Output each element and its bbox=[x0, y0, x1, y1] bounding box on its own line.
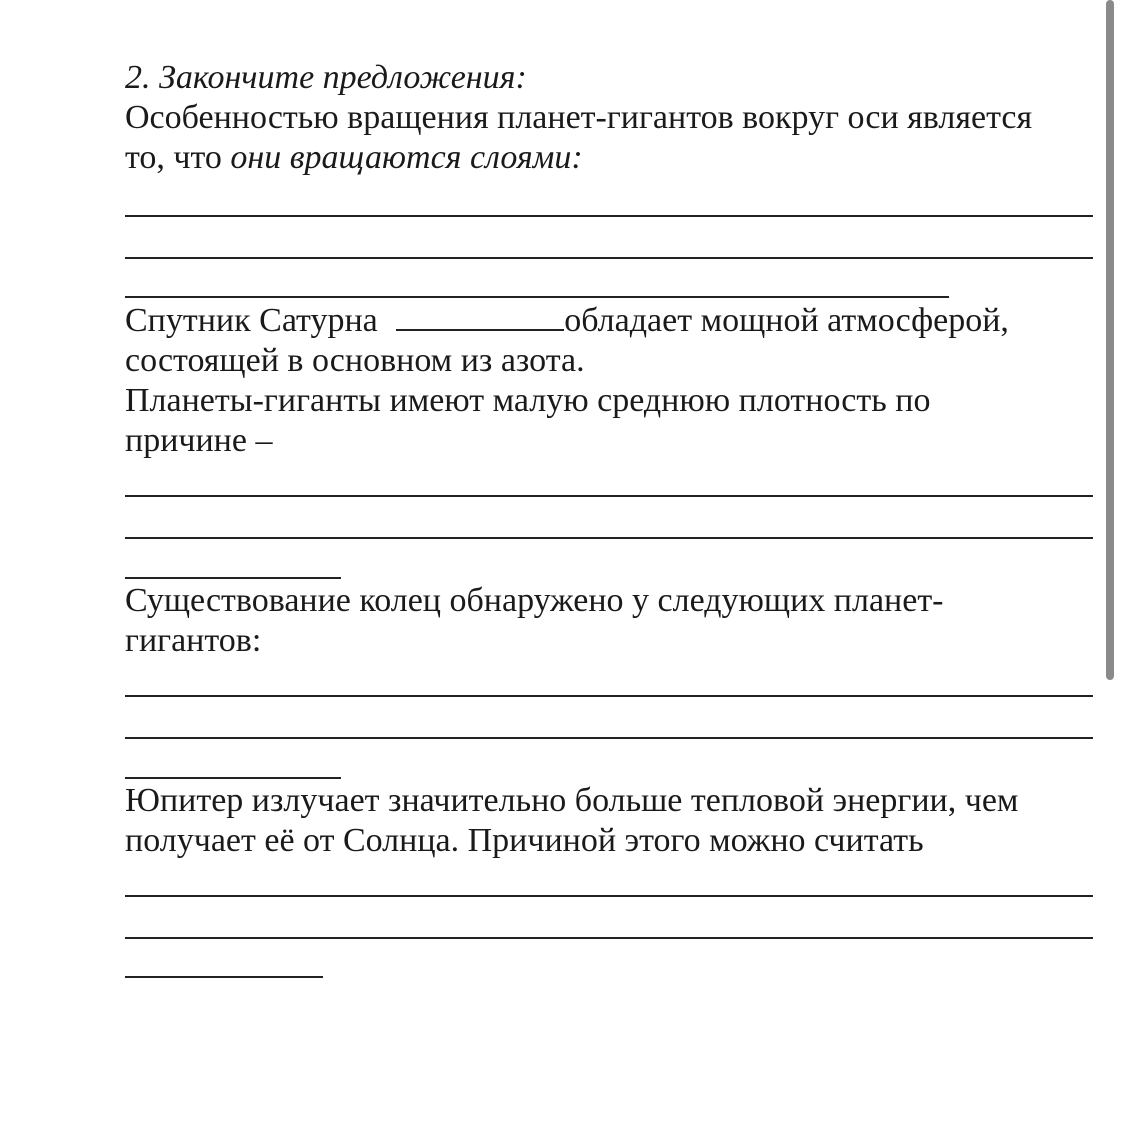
q2-after-blank: обладает мощной атмосферой, bbox=[564, 302, 1009, 339]
q4-answer-line-1[interactable] bbox=[125, 695, 1093, 697]
q5-answer-line-1[interactable] bbox=[125, 895, 1093, 897]
q3-answer-line-1[interactable] bbox=[125, 495, 1093, 497]
q3-answer-line-3[interactable] bbox=[125, 577, 341, 579]
q1-answer-line-2[interactable] bbox=[125, 257, 1093, 259]
task-title: Закончите предложения: bbox=[159, 59, 527, 96]
q4-answer-line-3[interactable] bbox=[125, 777, 341, 779]
q5-answer-line-2[interactable] bbox=[125, 937, 1093, 939]
q4-line2: гигантов: bbox=[125, 622, 262, 659]
q3-answer-line-2[interactable] bbox=[125, 537, 1093, 539]
q1-line2-italic: они вращаются слоями: bbox=[230, 139, 583, 176]
q3-line2: причине – bbox=[125, 422, 273, 459]
q3-line1: Планеты-гиганты имеют малую среднюю плотность по bbox=[125, 382, 931, 419]
q1-line2-prefix: то, что bbox=[125, 139, 231, 176]
q2-before-blank: Спутник Сатурна bbox=[125, 302, 387, 339]
task-number: 2. bbox=[125, 59, 151, 96]
q5-line1: Юпитер излучает значительно больше тепловой энергии, чем bbox=[125, 782, 1019, 819]
q2-line2: состоящей в основном из азота. bbox=[125, 342, 585, 379]
q1-line2 bbox=[125, 138, 583, 178]
q5-line2: получает её от Солнца. Причиной этого можно считать bbox=[125, 822, 924, 859]
q1-answer-line-1[interactable] bbox=[125, 215, 1093, 217]
q5-answer-line-3[interactable] bbox=[125, 976, 323, 978]
q4-line1: Существование колец обнаружено у следующих планет- bbox=[125, 582, 944, 619]
q1-answer-line-3[interactable] bbox=[125, 296, 949, 298]
q4-answer-line-2[interactable] bbox=[125, 737, 1093, 739]
q2-inline-blank[interactable] bbox=[396, 303, 564, 331]
q1-line1: Особенностью вращения планет-гигантов вокруг оси является bbox=[125, 99, 1033, 136]
task-heading bbox=[125, 58, 527, 98]
scrollbar-thumb[interactable] bbox=[1106, 0, 1114, 680]
q2-line1 bbox=[125, 301, 1009, 341]
